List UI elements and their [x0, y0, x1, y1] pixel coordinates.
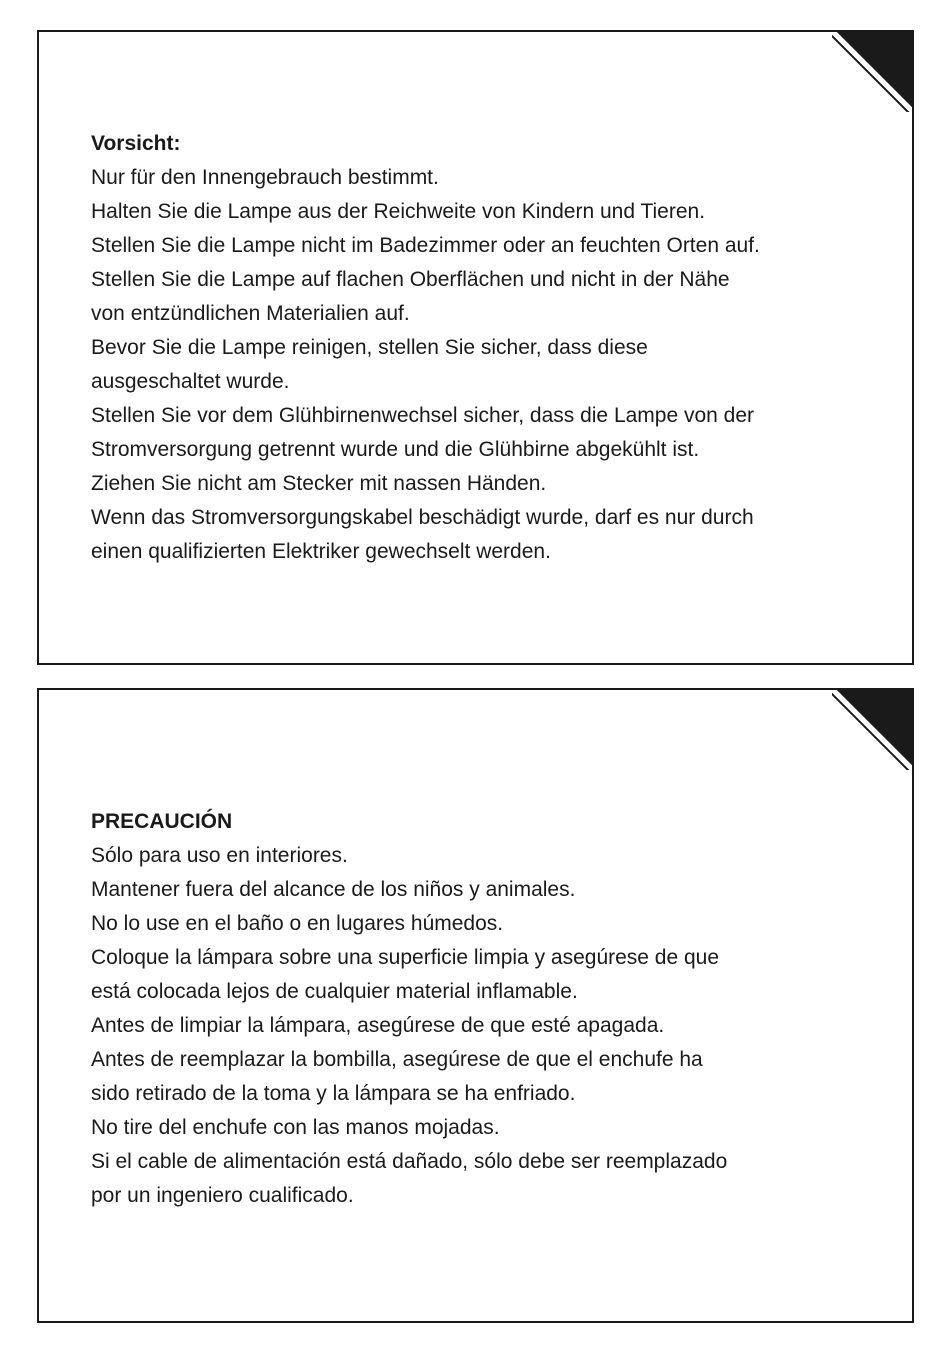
german-line: Wenn das Stromversorgungskabel beschädigt wurde, darf es nur durch	[91, 506, 754, 529]
spanish-line: sido retirado de la toma y la lámpara se ha enfriado.	[91, 1082, 576, 1105]
german-line: Ziehen Sie nicht am Stecker mit nassen Händen.	[91, 472, 547, 495]
spanish-warning-card	[37, 688, 914, 1323]
spanish-line: por un ingeniero cualificado.	[91, 1184, 354, 1207]
spanish-line: Antes de limpiar la lámpara, asegúrese de que esté apagada.	[91, 1014, 665, 1037]
german-warning-content	[91, 127, 882, 569]
german-line: Stellen Sie vor dem Glühbirnenwechsel sicher, dass die Lampe von der	[91, 404, 755, 427]
spanish-heading: PRECAUCIÓN	[91, 810, 233, 833]
german-line: von entzündlichen Materialien auf.	[91, 302, 410, 325]
german-line: Bevor Sie die Lampe reinigen, stellen Sie sicher, dass diese	[91, 336, 648, 359]
corner-tab-icon	[832, 30, 914, 112]
spanish-line: está colocada lejos de cualquier material inflamable.	[91, 980, 578, 1003]
spanish-line: Mantener fuera del alcance de los niños y animales.	[91, 878, 576, 901]
corner-tab-icon	[832, 688, 914, 770]
german-line: Nur für den Innengebrauch bestimmt.	[91, 166, 439, 189]
german-line: einen qualifizierten Elektriker gewechselt werden.	[91, 540, 551, 563]
spanish-line: Antes de reemplazar la bombilla, asegúrese de que el enchufe ha	[91, 1048, 703, 1071]
german-line: Stellen Sie die Lampe auf flachen Oberflächen und nicht in der Nähe	[91, 268, 730, 291]
german-line: Stromversorgung getrennt wurde und die Glühbirne abgekühlt ist.	[91, 438, 700, 461]
spanish-line: No tire del enchufe con las manos mojadas.	[91, 1116, 500, 1139]
spanish-line: Sólo para uso en interiores.	[91, 844, 348, 867]
spanish-line: Si el cable de alimentación está dañado, sólo debe ser reemplazado	[91, 1150, 728, 1173]
spanish-warning-content	[91, 805, 882, 1213]
german-warning-card	[37, 30, 914, 665]
german-line: Halten Sie die Lampe aus der Reichweite von Kindern und Tieren.	[91, 200, 706, 223]
german-line: ausgeschaltet wurde.	[91, 370, 290, 393]
spanish-line: Coloque la lámpara sobre una superficie limpia y asegúrese de que	[91, 946, 720, 969]
german-heading: Vorsicht:	[91, 132, 181, 155]
german-line: Stellen Sie die Lampe nicht im Badezimmer oder an feuchten Orten auf.	[91, 234, 760, 257]
spanish-line: No lo use en el baño o en lugares húmedos.	[91, 912, 504, 935]
